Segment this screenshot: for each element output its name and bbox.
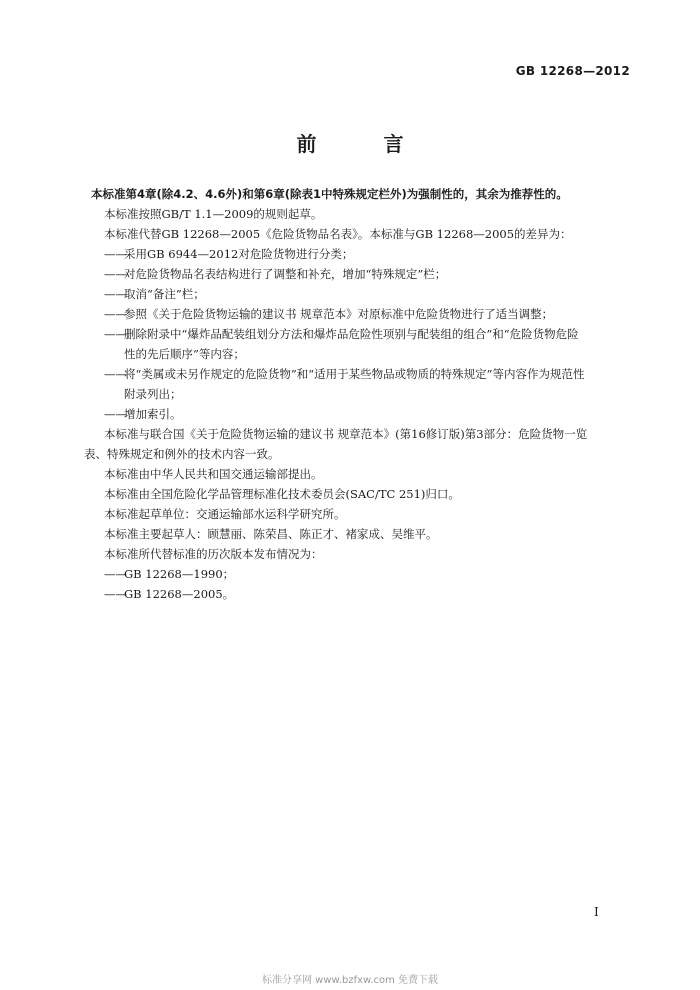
dash-mark: ——	[104, 327, 127, 341]
list-item-text: 取消“备注”栏；	[124, 287, 205, 301]
paragraph-administered-by: 本标准由全国危险化学品管理标准化技术委员会(SAC/TC 251)归口。	[104, 487, 460, 501]
list-item	[104, 324, 624, 344]
dash-mark: ——	[104, 287, 127, 301]
list-item-text: GB 12268—1990；	[124, 567, 235, 581]
dash-mark: ——	[104, 307, 127, 321]
paragraph-replaces: 本标准代替GB 12268—2005《危险货物品名表》。本标准与GB 12268—2005的差异为：	[104, 227, 572, 241]
list-item	[104, 564, 624, 584]
list-item-continuation: 性的先后顺序”等内容；	[124, 347, 245, 361]
paragraph-drafting-rules: 本标准按照GB/T 1.1—2009的规则起草。	[104, 207, 323, 221]
foreword-body	[84, 184, 624, 604]
dash-mark: ——	[104, 587, 127, 601]
paragraph-drafters: 本标准主要起草人：顾慧丽、陈荣昌、陈正才、褚家成、吴维平。	[104, 527, 438, 541]
list-item	[104, 284, 624, 304]
list-item	[104, 244, 624, 264]
dash-mark: ——	[104, 247, 127, 261]
footer-watermark: 标准分享网 www.bzfxw.com 免费下载	[262, 975, 438, 986]
paragraph-un-consistency: 本标准与联合国《关于危险货物运输的建议书 规章范本》(第16修订版)第3部分：危险货物一览	[104, 427, 588, 441]
paragraph-mandatory-clause: 本标准第4章(除4.2、4.6外)和第6章(除表1中特殊规定栏外)为强制性的，其余为推荐性的。	[91, 187, 568, 201]
page-title: 前 言	[296, 132, 434, 156]
dash-mark: ——	[104, 567, 127, 581]
dash-mark: ——	[104, 367, 127, 381]
list-item-text: 增加索引。	[124, 407, 182, 421]
list-item-text: 删除附录中“爆炸品配装组划分方法和爆炸品危险性项别与配装组的组合”和“危险货物危险	[124, 327, 579, 341]
list-item-text: 将“类属或未另作规定的危险货物”和“适用于某些物品或物质的特殊规定”等内容作为规范性	[124, 367, 585, 381]
paragraph-un-consistency-cont: 表、特殊规定和例外的技术内容一致。	[84, 447, 280, 461]
paragraph-drafting-organization: 本标准起草单位：交通运输部水运科学研究所。	[104, 507, 346, 521]
list-item-text: 采用GB 6944—2012对危险货物进行分类；	[124, 247, 354, 261]
paragraph-history: 本标准所代替标准的历次版本发布情况为：	[104, 547, 323, 561]
list-item	[104, 264, 624, 284]
list-item	[104, 304, 624, 324]
list-item-text: 对危险货物品名表结构进行了调整和补充，增加“特殊规定”栏；	[124, 267, 447, 281]
page-number: I	[594, 905, 599, 919]
list-item-text: GB 12268—2005。	[124, 587, 235, 601]
list-item-continuation: 附录列出；	[124, 387, 182, 401]
list-item-text: 参照《关于危险货物运输的建议书 规章范本》对原标准中危险货物进行了适当调整；	[124, 307, 554, 321]
dash-mark: ——	[104, 407, 127, 421]
list-item	[104, 584, 624, 604]
standard-number: GB 12268—2012	[515, 64, 630, 78]
dash-mark: ——	[104, 267, 127, 281]
list-item	[104, 364, 624, 384]
list-item	[104, 404, 624, 424]
paragraph-proposed-by: 本标准由中华人民共和国交通运输部提出。	[104, 467, 323, 481]
